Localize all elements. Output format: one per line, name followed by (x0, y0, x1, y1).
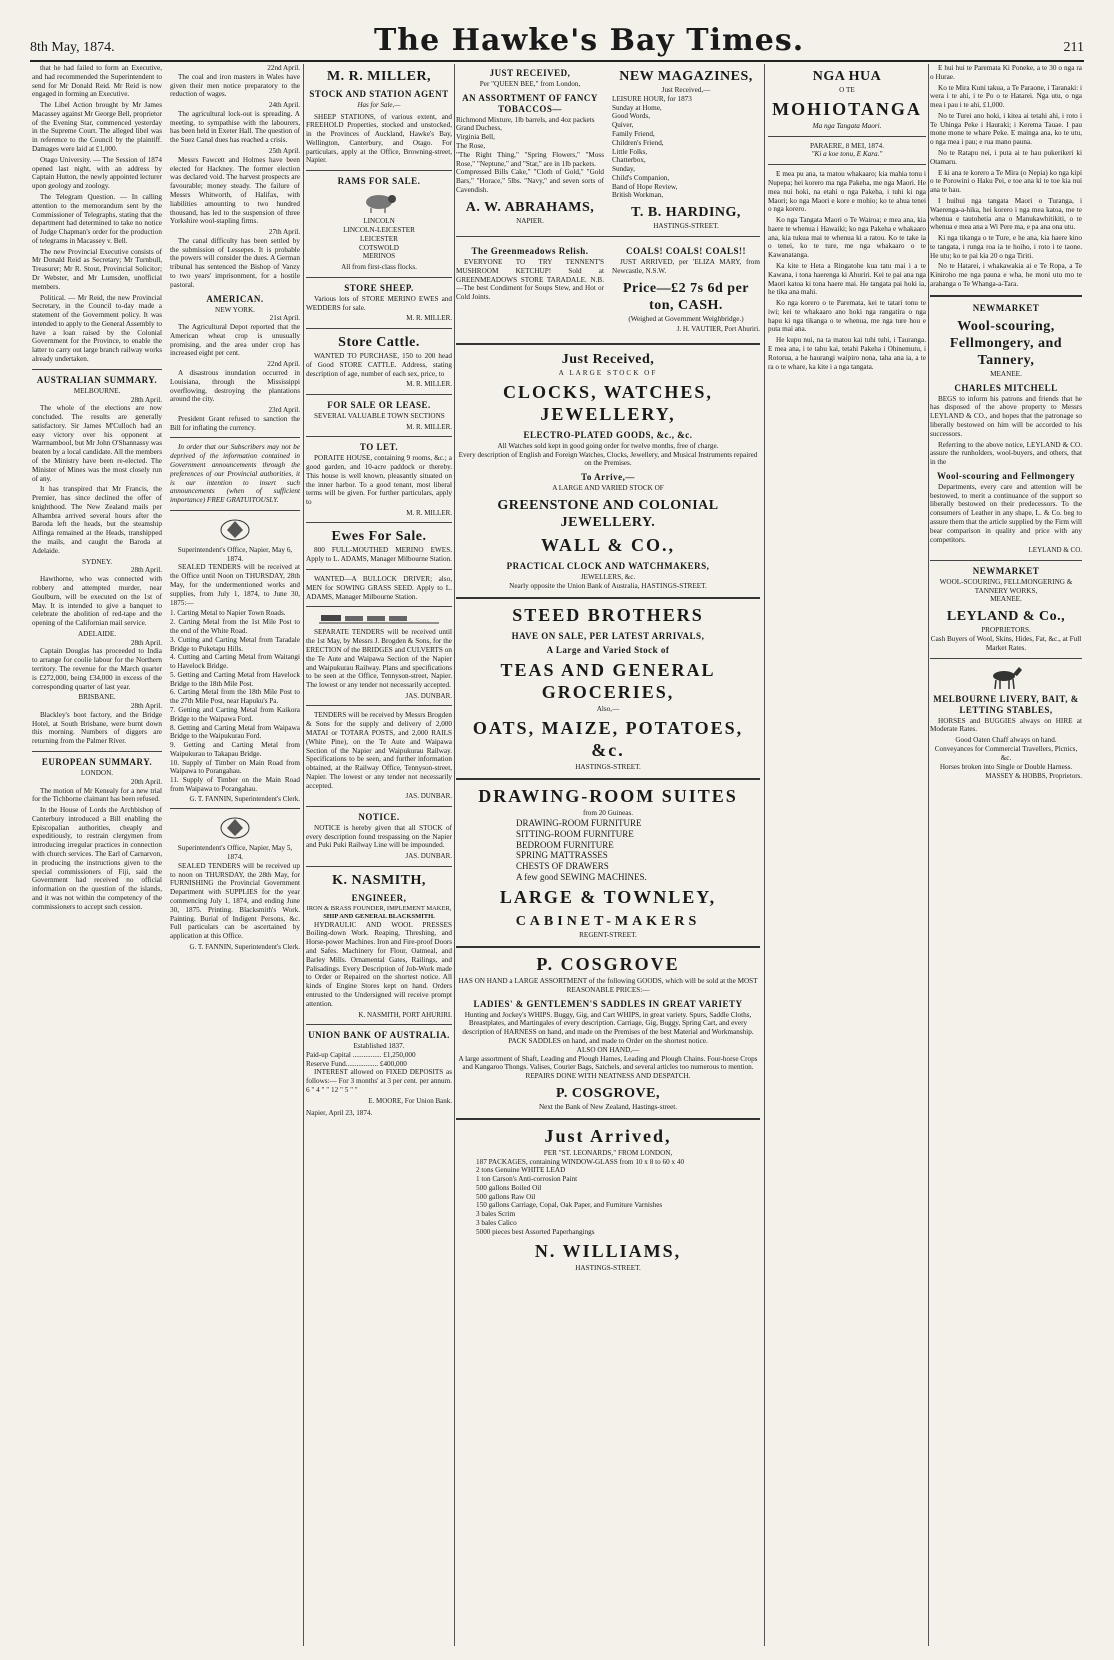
article-paragraph: E mea pu ana, ta matou whakaaro; kia mahia tonu i Nupepa; hei korero ma nga Pakeha, me nga Maori. He mea nui hoki, na etahi o nga Pakeha, i tuhi ki nga Maori; ko nga Maori e kore e mohio; ko te ahua tenei o nga korero. (768, 170, 926, 214)
divider (456, 597, 760, 599)
signature: E. MOORE, For Union Bank. (368, 1096, 452, 1105)
article-paragraph: I huihui nga tangata Maori o Turanga, i Waerenga-a-hika, hei korero i nga mea katoa, me te whenua e tautohetia ana o Manukawhitikiti, o te whenua e mea ana a Wi Pere ma, e pa ana ona utu. (930, 196, 1082, 232)
maori-subtitle: Ma nga Tangata Maori. (812, 121, 882, 130)
advertiser-name: T. B. HARDING, (631, 205, 741, 221)
article-paragraph: Otago University. — The Session of 1874 opened last night, with an address by Captain Hutton, the newly appointed lecturer upon geology and zoology. (32, 155, 162, 191)
advert-subheading: Wool-scouring, Fellmongery, and Tannery, (949, 318, 1063, 368)
advertiser-name: LEYLAND & Co., (946, 609, 1066, 625)
coals-advert (612, 242, 760, 337)
divider (170, 510, 300, 511)
column-rule (454, 64, 455, 1646)
list-item: Little Folks, (612, 147, 648, 156)
list-item: Good Words, (612, 112, 651, 121)
advert-heading: UNION BANK OF AUSTRALIA. (308, 1030, 450, 1041)
list-item: Sunday at Home, (612, 103, 662, 112)
signature: M. R. MILLER. (406, 314, 452, 323)
article-paragraph: Messrs Fawcett and Holmes have been elected for Hackney. The former election was declared void. The harvest prospects are favourable; money steady. The failure of Messrs Whitworth, of Halifax, with liabilities amounting to two hundred thousand, has led to the suspension of three Yorkshire wool-stapling firms. (170, 155, 300, 226)
advert-text: SEVERAL VALUABLE TOWN SECTIONS (314, 411, 445, 420)
divider (306, 436, 452, 437)
maori-title: MOHIOTANGA (772, 98, 922, 119)
list-item: Compressed Bills Cake," "Cloth of Gold," "Gold Bars," "Horace," 5lbs. "Navy," and seven sorts of Cavendish. (456, 168, 604, 194)
advertiser-place: NAPIER. (516, 216, 544, 225)
dateline-date: 28th April. (130, 638, 162, 647)
advert-heading: COALS! COALS! COALS!! (625, 246, 746, 257)
divider (456, 343, 760, 345)
advert-text: Every description of English and Foreign Watches, Clocks, Jewellery, and Musical Instruments repaired on the Premises. (458, 450, 758, 468)
dateline-date: 24th April. (268, 101, 300, 110)
list-item: 187 PACKAGES, containing WINDOW-GLASS from 10 x 8 to 60 x 40 (476, 1157, 685, 1166)
divider (306, 277, 452, 278)
list-item: DRAWING-ROOM FURNITURE (516, 817, 642, 828)
dateline-date: 22nd April. (267, 360, 300, 369)
list-item: "The Right Thing," "Spring Flowers," "Moss Rose," "Neptune," and "Star," are in 1lb packets. (456, 150, 604, 168)
dateline-date: 28th April. (130, 566, 162, 575)
tender-item: 9. Getting and Carting Metal from Waipukurau to Takapau Bridge. (170, 741, 300, 758)
signature: M. R. MILLER. (406, 422, 452, 431)
dateline-place: LONDON. (80, 768, 114, 777)
advert-heading: JUST RECEIVED, (489, 68, 571, 78)
tender-notice: SEALED TENDERS will be received at the Office until Noon on THURSDAY, 28th May, for the undermentioned works and supplies, from July 1, 1874, to June 30, 1875:— (170, 563, 300, 607)
list-item: 500 gallons Raw Oil (476, 1192, 536, 1201)
advert-text: Various lots of STORE MERINO EWES and WEDDERS for sale. (306, 294, 452, 312)
advertiser-name: CHARLES MITCHELL (954, 382, 1058, 393)
advertiser-place: MEANEE. (990, 595, 1022, 604)
advertiser-address: HASTINGS-STREET. (575, 763, 641, 772)
advert-subheading: To Arrive,— (581, 472, 635, 483)
list-item: SITTING-ROOM FURNITURE (516, 828, 634, 839)
list-item: A few good SEWING MACHINES. (516, 872, 647, 883)
tobacco-advert (456, 64, 604, 231)
advert-note: PER "ST. LEONARDS," FROM LONDON, (543, 1148, 673, 1157)
advert-heading: Ewes For Sale. (331, 529, 427, 545)
signature: JAS. DUNBAR. (405, 792, 452, 801)
article-paragraph: The Telegram Question. — In calling attention to the memorandum sent by the Commissioner of Telegraphs, stating that the department had determined to take no notice of Judge Chapman's order for the production of telegrams in Macassey v. Bell. (32, 192, 162, 245)
advert-heading: TEAS AND GENERAL GROCERIES, (500, 660, 716, 703)
furniture-list (456, 818, 760, 884)
signature: JAS. DUNBAR. (405, 852, 452, 861)
masthead (30, 24, 1084, 62)
article-paragraph: No te Hatarei, i whakawakia ai e Te Ropa, a Te Kiniroho me nga pauna e wha, he moni utu mo te arahanga o Te Whanga-a-Tara. (930, 262, 1082, 288)
divider (456, 778, 760, 780)
advert-note: Established 1837. (353, 1042, 405, 1050)
advert-note: ALSO ON HAND,— (576, 1045, 640, 1054)
advert-column-2 (306, 64, 452, 1646)
advert-heading: OATS, MAIZE, POTATOES, &c. (472, 718, 744, 761)
list-item: 3 bales Calico (476, 1218, 517, 1227)
advert-subheading: CABINET-MAKERS (515, 914, 701, 930)
signature: M. R. MILLER. (406, 508, 452, 517)
newspaper-title: The Hawke's Bay Times. (373, 23, 805, 58)
dateline-date: 28th April. (130, 395, 162, 404)
divider (930, 295, 1082, 297)
dateline-place: MELBOURNE. (73, 386, 121, 395)
list-item: MERINOS (362, 252, 396, 261)
advert-text: Horses broken into Single or Double Harness. (939, 762, 1073, 771)
divider (32, 751, 162, 752)
signature: G. T. FANNIN, Superintendent's Clerk. (189, 942, 300, 951)
advertiser-name: P. COSGROVE, (556, 1085, 660, 1101)
list-item: 1 ton Carson's Anti-corrosion Paint (476, 1175, 578, 1184)
article-paragraph: The Agricultural Depot reported that the American wheat crop is unusually promising, and the area under crop has increased eight per cent. (170, 323, 300, 358)
advert-subheading: ELECTRO-PLATED GOODS, &c., &c. (523, 429, 693, 440)
divider (306, 522, 452, 523)
section-heading: EUROPEAN SUMMARY. (41, 757, 153, 767)
article-paragraph: Ko nga Tangata Maori o Te Wairoa; e mea ana, kia haere te whenua i Hawaiki; ko nga Pakeha e whakaaro ana, kia tukua mai te whenua ki a ratou. Ko te take ia o tenei, ko te ture, me nga whakaaro o te Kawanatanga. (768, 216, 926, 260)
list-item: SPRING MATTRASSES (516, 850, 608, 861)
dateline-date: 23rd April. (268, 406, 300, 415)
article-paragraph: President Grant refused to sanction the Bill for inflating the currency. (170, 414, 300, 432)
section-heading: AMERICAN. (206, 293, 264, 304)
article-paragraph: E hui hui te Paremata Ki Poneke, a te 30 o nga ra o Hurae. (930, 64, 1082, 81)
tender-item: 4. Cutting and Carting Metal from Waitangi to Havelock Bridge. (170, 653, 300, 671)
advert-heading: The Greenmeadows Relish. (471, 246, 589, 257)
list-item: 5000 pieces best Assorted Paperhangings (476, 1227, 595, 1236)
advert-subheading: WOOL-SCOURING, FELLMONGERING & TANNERY WORKS, (939, 577, 1073, 595)
advert-text: Departments, every care and attention will be bestowed, to merit a continuance of the support so liberally bestowed on their predecessors. To the consumers of Leather in any shape, L. & Co. beg to assure them that the article supplied by the Firm will bear comparison in quality and price with any competitors. (930, 482, 1082, 544)
advert-heading: TO LET. (359, 442, 399, 453)
article-paragraph: The Libel Action brought by Mr James Macassey against Mr George Bell, proprietor of the Evening Star, commenced yesterday in the Supreme Court. The alleged libel was in reference to the Council by the plaintiff. Damages were laid at £1,000. (32, 101, 162, 154)
office-dateline: Superintendent's Office, Napier, May 5, 1874. (177, 844, 293, 862)
article-paragraph: In the House of Lords the Archbishop of Canterbury introduced a Bill enabling the Episcopalian authorities, cheaply and expeditiously, to restrain clergymen from introducing irregular practices in connection with church services. The Earl of Carnarvon, in producing the instructions given to the special commissioners of Fiji, said the Government had received no official information on the question of the islands, and it was not within the competency of the commissioners to accept such cession. (32, 806, 162, 911)
tender-item: 2. Carting Metal from the 1st Mile Post to the end of the White Road. (170, 618, 300, 635)
article-paragraph: Political. — Mr Reid, the new Provincial Secretary, in the Council to-day made a statement of the Government policy. It was intended to apply to the General Assembly to have a loan raised by the Colonial Government for the Province, to enable the latter to carry out large branch railway works already undertaken. (32, 293, 162, 363)
advert-heading: NEWMARKET (972, 302, 1040, 313)
list-item: Grand Duchess, (456, 124, 502, 133)
list-item: LEICESTER (360, 234, 398, 243)
advert-heading: M. R. MILLER, (326, 69, 432, 84)
goods-list (456, 1158, 760, 1237)
advert-text: Conveyances for Commercial Travellers, Picnics, &c. (934, 744, 1078, 762)
advert-note: All Watches sold kept in good going order for twelve months, free of charge. (497, 441, 719, 450)
article-paragraph: Blackley's boot factory, and the Bridge Hotel, at South Brisbane, were burnt down this morning. Numbers of diggers are returning from the Palmer River. (32, 710, 162, 746)
dateline-date: 22nd April. (267, 64, 300, 72)
article-paragraph: No te Ratapu nei, i puta ai te hau pukerikeri ki Otamaru. (930, 149, 1082, 166)
list-item: The Rose, (456, 142, 486, 151)
advert-note: from 20 Guineas. (582, 808, 634, 817)
advert-text: REPAIRS DONE WITH NEATNESS AND DESPATCH. (525, 1072, 691, 1081)
article-paragraph: The agricultural lock-out is spreading. A meeting, to sympathise with the labourers, has been held in Exeter Hall. The question of the Suez Canal dues has reached a crisis. (170, 109, 300, 145)
divider (170, 437, 300, 438)
signature: JAS. DUNBAR. (405, 691, 452, 700)
article-paragraph: The coal and iron masters in Wales have given their men notice preparatory to the reduction of wages. (170, 72, 300, 99)
divider (306, 328, 452, 329)
advert-subheading: A LARGE STOCK OF (558, 369, 658, 378)
signature: J. H. VAUTIER, Port Ahuriri. (676, 324, 760, 333)
ram-icon (359, 191, 399, 213)
article-paragraph: E ki ana te korero a Te Mira (o Nepia) ko nga kipi o te Porowini o Haku Pei, e toe ana ki te toe kia nui ana te hau. (930, 168, 1082, 195)
advertiser-address: REGENT-STREET. (579, 931, 637, 940)
article-paragraph: A disastrous inundation occurred in Louisiana, through the Mississippi overflowing, destroying the plantations around the city. (170, 368, 300, 404)
horse-icon (986, 664, 1026, 690)
news-left (32, 64, 162, 955)
magazines-advert (612, 64, 760, 231)
article-paragraph: The new Provincial Executive consists of Mr Donald Reid as Secretary; Mr Turnbull, Treasurer; Mr R. Stout, Provincial Solicitor; Dr Webster, and Mr Lumsden, unofficial members. (32, 247, 162, 291)
advert-text: 800 FULL-MOUTHED MERINO EWES. Apply to L. ADAMS, Manager Milbourne Station. (306, 546, 452, 564)
advert-text: WANTED TO PURCHASE, 150 to 200 head of Good STORE CATTLE. Address, stating description of age, number of each sex, price, to (306, 352, 452, 378)
advert-text: A large assortment of Shaft, Leading and Plough Hames, Leading and Plough Chains. Four-horse Crops and Kangaroo Thongs. Valises, Courier Bags, Satchels, and several articles too numerous to mention. (458, 1054, 758, 1072)
tender-notice: SEALED TENDERS will be received up to noon on THURSDAY, the 28th May, for FURNISHING the Provincial Government Department with SUPPLIES for the year commencing July 1, 1874, and ending June 30, 1875. Printing. Blacksmith's Work. Painting. Burial of Indigent Persons, &c. Full particulars can be ascertained by application at this Office. (170, 861, 300, 941)
divider (170, 808, 300, 809)
subscriber-notice: In order that our Subscribers may not be deprived of the information contained in Government announcements through the preferences of our Provincial authorities, it is our intention to insert such announcements (when of sufficient importance) FREE GRATUITOUSLY. (170, 443, 300, 505)
divider (306, 705, 452, 706)
list-item: Virginia Bell, (456, 133, 495, 142)
advert-subheading: Wool-scouring and Fellmongery (937, 470, 1075, 481)
list-item: 150 gallons Carriage, Copal, Oak Paper, and Furniture Varnishes (476, 1201, 663, 1210)
signature: LEYLAND & CO. (1028, 546, 1082, 555)
advert-text: INTEREST allowed on FIXED DEPOSITS as follows:— For 3 months' at 3 per cent. per annum. 6 " 4 " " 12 " 5 " " (306, 1068, 452, 1094)
advert-heading: Just Received, (561, 352, 655, 368)
list-item: Richmond Mixture, 1lb barrels, and 4oz packets (456, 115, 595, 124)
advertiser-place: HASTINGS-STREET. (653, 222, 719, 231)
office-dateline: Superintendent's Office, Napier, May 6, 1874. (177, 545, 293, 563)
advert-text: SHEEP STATIONS, of various extent, and FREEHOLD Properties, stocked and unstocked, in the Provinces of Auckland, Hawke's Bay, Wellington, Canterbury, and Otago. For particulars, apply at the Office, Browning-street, Napier. (306, 112, 452, 165)
railway-train-icon (319, 612, 439, 624)
divider (306, 1024, 452, 1025)
divider (306, 569, 452, 570)
divider (768, 136, 926, 137)
article-paragraph: Ko te Mira Kuni takua, a Te Paraone, i Taranaki: i wera i te ahi, i te Po o te Hatarei. Nga utu, o nga mea i pau i te ahi, £1,000. (930, 83, 1082, 110)
coat-of-arms-icon (215, 516, 255, 542)
relish-advert (456, 242, 604, 337)
advert-text: TENDERS will be received by Messrs Brogden & Sons for the supply and delivery of 2,000 MATAI or TOTARA POSTS, and 2,000 RAILS (White Pine), on the Te Aute and Waipawa Section of the Napier and Waipukurau Railway. Specifications to be seen, and further information obtained, at the Railway Office, Tennyson-street, Napier. The lowest or any tender not necessarily accepted. (306, 711, 452, 790)
coat-of-arms-icon (215, 814, 255, 840)
advert-note: Also,— (596, 705, 620, 714)
article-paragraph: Captain Douglas has proceeded to India to arrange for coolie labour for the Northern territory. The revenue for the March quarter is £272,000, being £34,000 in excess of the corresponding quarter of last year. (32, 647, 162, 691)
advert-subheading: PRACTICAL CLOCK AND WATCHMAKERS, (506, 561, 710, 572)
advert-text: HYDRAULIC AND WOOL PRESSES Boiling-down Work. Reaping, Threshing, and Horse-power Machines. Iron and Fire-proof Doors and Safes. Machinery for Flour, Oatmeal, and Barley Mills. Ornamental Gates, Railings, and Palisadings. Every Description of Job-Work made to Order or Repaired on the shortest notice. All kinds of Engine Stores kept on hand. Orders entrusted to the Undersigned will receive prompt attention. (306, 920, 452, 1008)
maori-column (768, 64, 926, 1646)
advert-subheading: AN ASSORTMENT OF FANCY TOBACCOS— (462, 92, 598, 114)
signature: MASSEY & HOBBS, Proprietors. (985, 772, 1082, 781)
divider (456, 1118, 760, 1120)
advert-text: SEPARATE TENDERS will be received until the 1st May, by Messrs J. Brogden & Sons, for the ERECTION of the BRIDGES and CULVERTS on the Te Aute and Waipawa Section of the Napier and Waipukurau Railway. Plans and specifications to be seen at the Office, Tennyson-street, Napier. The lowest or any tender not necessarily accepted. (306, 628, 452, 690)
advert-subheading: LADIES' & GENTLEMEN'S SADDLES IN GREAT VARIETY (473, 998, 743, 1009)
tender-item: 5. Getting and Carting Metal from Havelock Bridge to the 18th Mile Post. (170, 670, 300, 688)
signature: K. NASMITH, PORT AHURIRI. (358, 1010, 452, 1019)
tender-item: 7. Getting and Carting Metal from Kaikora Bridge to the Waipawa Ford. (170, 705, 300, 723)
advert-subheading: IRON & BRASS FOUNDER, IMPLEMENT MAKER, (306, 904, 452, 912)
advert-heading: DRAWING-ROOM SUITES (478, 785, 738, 806)
advert-heading: NEW MAGAZINES, (619, 69, 753, 84)
ram-breeds (306, 217, 452, 261)
dateline-place: SYDNEY. (81, 557, 113, 566)
dateline-place: BRISBANE. (78, 693, 116, 702)
article-paragraph: Ki nga tikanga o te Ture, e he ana, kia haere kino te tangata, i runga roa ia te hoiho, i roto i te taone. He utu; ko te pai kia 20 o nga Tiriti. (930, 234, 1082, 260)
article-paragraph: Ka kite te Heta a Ringatohe kua tatu mai i a te Kawana, i tona haerenga ki Ahuriri. Kei te pai ana nga Maori katoa ki tona haere mai. He tangata pai hoki ia, he tika ana mahi. (768, 261, 926, 297)
tender-item: 8. Getting and Carting Metal from Waipawa Bridge to the Waipukurau Ford. (170, 723, 300, 741)
maori-title-connector: O TE (839, 86, 855, 95)
advertiser-name: LARGE & TOWNLEY, (499, 887, 717, 908)
divider (930, 658, 1082, 659)
advert-text: NOTICE is hereby given that all STOCK of every description found trespassing on the Napier and Puki Puki Railway Line will be impounded. (306, 823, 452, 850)
advert-heading: RAMS FOR SALE. (337, 176, 421, 187)
article-paragraph: Ko nga korero o te Paremata, kei te tatari tonu te iwi; kei te whakaaro ano hoki nga rangatira o nga hapu ki nga tikanga o te whenua, me nga ture hou e puta mai ana. (768, 299, 926, 334)
advertiser-name: N. WILLIAMS, (534, 1240, 682, 1261)
list-item: Child's Companion, (612, 173, 670, 182)
list-item: COTSWOLD (359, 243, 399, 252)
news-right (170, 64, 300, 955)
advert-text: Referring to the above notice, LEYLAND & CO. assure the runholders, wool-buyers, and others, that in the (930, 440, 1082, 467)
advert-text: WANTED—A BULLOCK DRIVER; also, MEN for SOWING GRASS SEED. Apply to L. ADAMS, Manager Milbourne Station. (306, 575, 452, 601)
divider (768, 164, 926, 165)
dateline-date: 20th April. (130, 777, 162, 786)
list-item: British Workman, (612, 191, 664, 200)
advertiser-name: P. COSGROVE (536, 954, 680, 975)
advert-heading: STORE SHEEP. (344, 282, 414, 293)
column-rule (764, 64, 765, 1646)
advert-note: Just Received,— (661, 86, 711, 95)
tender-item: 6. Carting Metal from the 18th Mile Post to the 27th Mile Post, near Hapuku's Pa. (170, 688, 300, 706)
advert-note: Has for Sale,— (357, 101, 401, 110)
list-item: CHESTS OF DRAWERS (516, 861, 609, 872)
list-item: BEDROOM FURNITURE (516, 839, 614, 850)
advert-heading: GREENSTONE AND COLONIAL JEWELLERY. (497, 497, 719, 530)
list-item: Quiver, (612, 121, 634, 130)
advert-heading: MELBOURNE LIVERY, BAIT, & LETTING STABLES, (933, 693, 1079, 715)
advert-text: All from first-class flocks. (341, 263, 417, 272)
advertiser-name: WALL & CO., (540, 535, 676, 556)
divider (32, 369, 162, 370)
advertiser-address: HASTINGS-STREET. (575, 1263, 641, 1272)
issue-date: 8th May, 1874. (30, 40, 115, 55)
news-column (32, 64, 300, 1646)
list-item: LINCOLN-LEICESTER (343, 226, 415, 235)
advertiser-address: Next the Bank of New Zealand, Hastings-street. (538, 1103, 678, 1111)
dateline-place: ADELAIDE. (77, 629, 117, 638)
advert-heading: NOTICE. (358, 811, 400, 822)
advert-text: Cash Buyers of Wool, Skins, Hides, Fat, &c., at Full Market Rates. (930, 635, 1082, 652)
divider (306, 170, 452, 171)
divider (456, 236, 760, 237)
divider (306, 394, 452, 395)
tender-item: 3. Cutting and Carting Metal from Taradale Bridge to Puketapu Hills. (170, 635, 300, 653)
capital-line: Paid-up Capital ................ £1,250,000 (306, 1050, 416, 1059)
tender-item: 1. Carting Metal to Napier Town Roads. (170, 609, 286, 618)
article-paragraph: The motion of Mr Kenealy for a new trial for the Tichborne claimant has been refused. (32, 786, 162, 804)
advert-text: BEGS to inform his patrons and friends that he has disposed of the above property to Messrs LEYLAND & CO., and hopes that the patronage so liberally bestowed on him will be accorded to his successors. (930, 394, 1082, 438)
dateline-place: NEW YORK. (215, 305, 255, 314)
article-paragraph: Hawthorne, who was connected with robbery and attempted murder, near Goulburn, will be executed on the 1st of May. It is intended to give a banquet to celebrate the abolition of red-tape and the opening of the Californian mail service. (32, 575, 162, 628)
advert-text: PACK SADDLES on hand, and made to Order on the shortest notice. (508, 1037, 708, 1046)
signature: M. R. MILLER. (406, 380, 452, 389)
list-item: 500 gallons Boiled Oil (476, 1183, 542, 1192)
maori-motto: "Ki a koe tonu, E Kara." (811, 150, 883, 159)
advert-note: A LARGE AND VARIED STOCK OF (552, 484, 664, 493)
dateline-date: 28th April. (130, 702, 162, 711)
advertiser-address: Nearly opposite the Union Bank of Australia, HASTINGS-STREET. (509, 581, 707, 590)
divider (306, 866, 452, 867)
advertiser-name: A. W. ABRAHAMS, (465, 199, 595, 215)
advert-subheading: SHIP AND GENERAL BLACKSMITH. (323, 912, 435, 920)
advertiser-place: MEANEE. (990, 369, 1022, 378)
article-paragraph: He kupu nui, na ta matou kai tuhi tuhi, i Tauranga. E mea ana, i te tahu kai, tetahi Pakeha i Ohinemutu, i Rotorua, a he haurangi waipiro nona, taha ana ia, a te ra o te whare, ka kite i a nga tangata. (768, 336, 926, 371)
article-paragraph: It has transpired that Mr Francis, the Premier, has since declined the offer of knighthood. The New Zealand mails per Alhambra arrived several hours after the Baroda left the heads, but the steamship Alfinga remained at the Heads, transhipped the mails, and caught the Baroda at Adelaide. (32, 485, 162, 555)
advert-note: PROPRIETORS. (981, 626, 1031, 635)
advert-subheading: STOCK AND STATION AGENT (309, 89, 449, 100)
article-paragraph: The whole of the elections are now concluded. The results are generally satisfactory. Sir James M'Culloch had an easy victory over his opponent at Warrnambool, but Mr John O'Shannassy was beaten by a local candidate. All the members of the Ministry have been re-elected. The Minister of Mines was the most closely run of any. (32, 404, 162, 483)
advert-text: HORSES and BUGGIES always on HIRE at Moderate Rates. (930, 716, 1082, 734)
list-item: 2 tons Genuine WHITE LEAD (476, 1166, 566, 1175)
advert-date: Napier, April 23, 1874. (306, 1109, 373, 1118)
advert-heading: K. NASMITH, (332, 872, 426, 888)
list-item: Children's Friend, (612, 138, 664, 147)
advert-text: JUST ARRIVED, per 'ELIZA MARY, from Newcastle, N.S.W. (612, 258, 760, 275)
advert-heading: NEWMARKET (972, 565, 1040, 576)
column-rule (303, 64, 304, 1646)
maori-title: NGA HUA (812, 69, 882, 84)
advert-text: PORAITE HOUSE, containing 9 rooms, &c.; a good garden, and 10-acre paddock or thereby. This house is well known, pleasantly situated on the inner harbor. To a good tenant, most liberal terms will be given. For further particulars, apply to (306, 454, 452, 507)
tender-item: 11. Supply of Timber on the Main Road from Waipawa to Porangahau. (170, 776, 300, 793)
divider (306, 806, 452, 807)
dateline-date: 27th April. (268, 228, 300, 237)
reserve-line: Reserve Fund.................. £400,000 (306, 1059, 407, 1068)
divider (306, 606, 452, 607)
list-item: LEISURE HOUR, for 1873 (612, 94, 692, 103)
list-item: LINCOLN (363, 217, 395, 226)
list-item: 3 bales Scrim (476, 1210, 516, 1219)
advert-subheading: A Large and Varied Stock of (546, 645, 670, 656)
dateline-date: 21st April. (269, 314, 300, 323)
article-paragraph: No te Turei ano hoki, i kitea ai tetahi ahi, i roto i Te Uhinga Peke i Hauraki; i Kerema Tauae. I pau mone mone te whare Peke. E mainga ana, ko te utu, o nga mea i pau; e rua mano pauna. (930, 111, 1082, 147)
list-item: Family Friend, (612, 129, 655, 138)
section-heading: AUSTRALIAN SUMMARY. (36, 374, 158, 385)
advert-heading: Just Arrived, (544, 1125, 672, 1146)
advert-subheading: ENGINEER, (351, 892, 407, 903)
advert-text: HAS ON HAND a LARGE ASSORTMENT of the following GOODS, which will be sold at the MOST REASONABLE PRICES:— (458, 977, 758, 994)
tender-item: 10. Supply of Timber on Main Road from Waipawa to Porangahau. (170, 758, 300, 776)
advert-note: (Weighed at Government Weighbridge.) (628, 314, 744, 323)
advert-heading: CLOCKS, WATCHES, JEWELLERY, (503, 381, 713, 424)
right-column (930, 64, 1082, 1646)
list-item: Sunday, (612, 165, 635, 174)
list-item: Band of Hope Review, (612, 182, 678, 191)
advert-text: Good Oaten Chaff always on hand. (955, 736, 1057, 745)
advert-note: JEWELLERS, &c. (580, 573, 636, 581)
advert-subheading: HAVE ON SALE, PER LATEST ARRIVALS, (511, 630, 705, 641)
signature: G. T. FANNIN, Superintendent's Clerk. (189, 794, 300, 803)
advert-note: Per "QUEEN BEE," from London, (479, 79, 581, 88)
page-number: 211 (1063, 40, 1084, 55)
column-rule (928, 64, 929, 1646)
advertiser-name: STEED BROTHERS (512, 604, 704, 625)
dateline-date: 25th April. (268, 147, 300, 156)
divider (456, 946, 760, 948)
advert-text: EVERYONE TO TRY TENNENT'S MUSHROOM KETCHUP! Sold at GREENMEADOWS STORE TARADALE. N.B.—The best Condiment for Soups Stew, and Hot or Cold Joints. (456, 258, 604, 302)
divider (930, 560, 1082, 561)
advert-column-3 (456, 64, 760, 1646)
advert-heading: Store Cattle. (338, 334, 420, 350)
advert-heading: FOR SALE OR LEASE. (327, 399, 431, 410)
advert-text: Hunting and Jockey's WHIPS. Buggy, Gig, and Cart WHIPS, in great variety. Spurs, Saddle Cloths, Breastplates, and Martingales of every description. Carriage, Gig, Buggy, Spring Cart, and every description of HARNESS on hand, and made on the Premises of the best Material and Workmanship. (462, 1010, 754, 1037)
article-paragraph: The canal difficulty has been settled by the submission of Lessepes. It is probable the powers will consider the dues. A German tribunal has sentenced the Bishop of Vanzy to two years' imprisonment, for a hostile pastoral. (170, 236, 300, 289)
list-item: Chatterbox, (612, 156, 646, 165)
article-paragraph: that he had failed to form an Executive, and had recommended the Superintendent to send for Mr Donald Reid. Mr Reid is now engaged in forming an Executive. (32, 64, 162, 99)
coal-price: Price—£2 7s 6d per ton, CASH. (622, 280, 750, 313)
maori-dateline: PARAERE, 8 MEI, 1874. (809, 141, 884, 150)
